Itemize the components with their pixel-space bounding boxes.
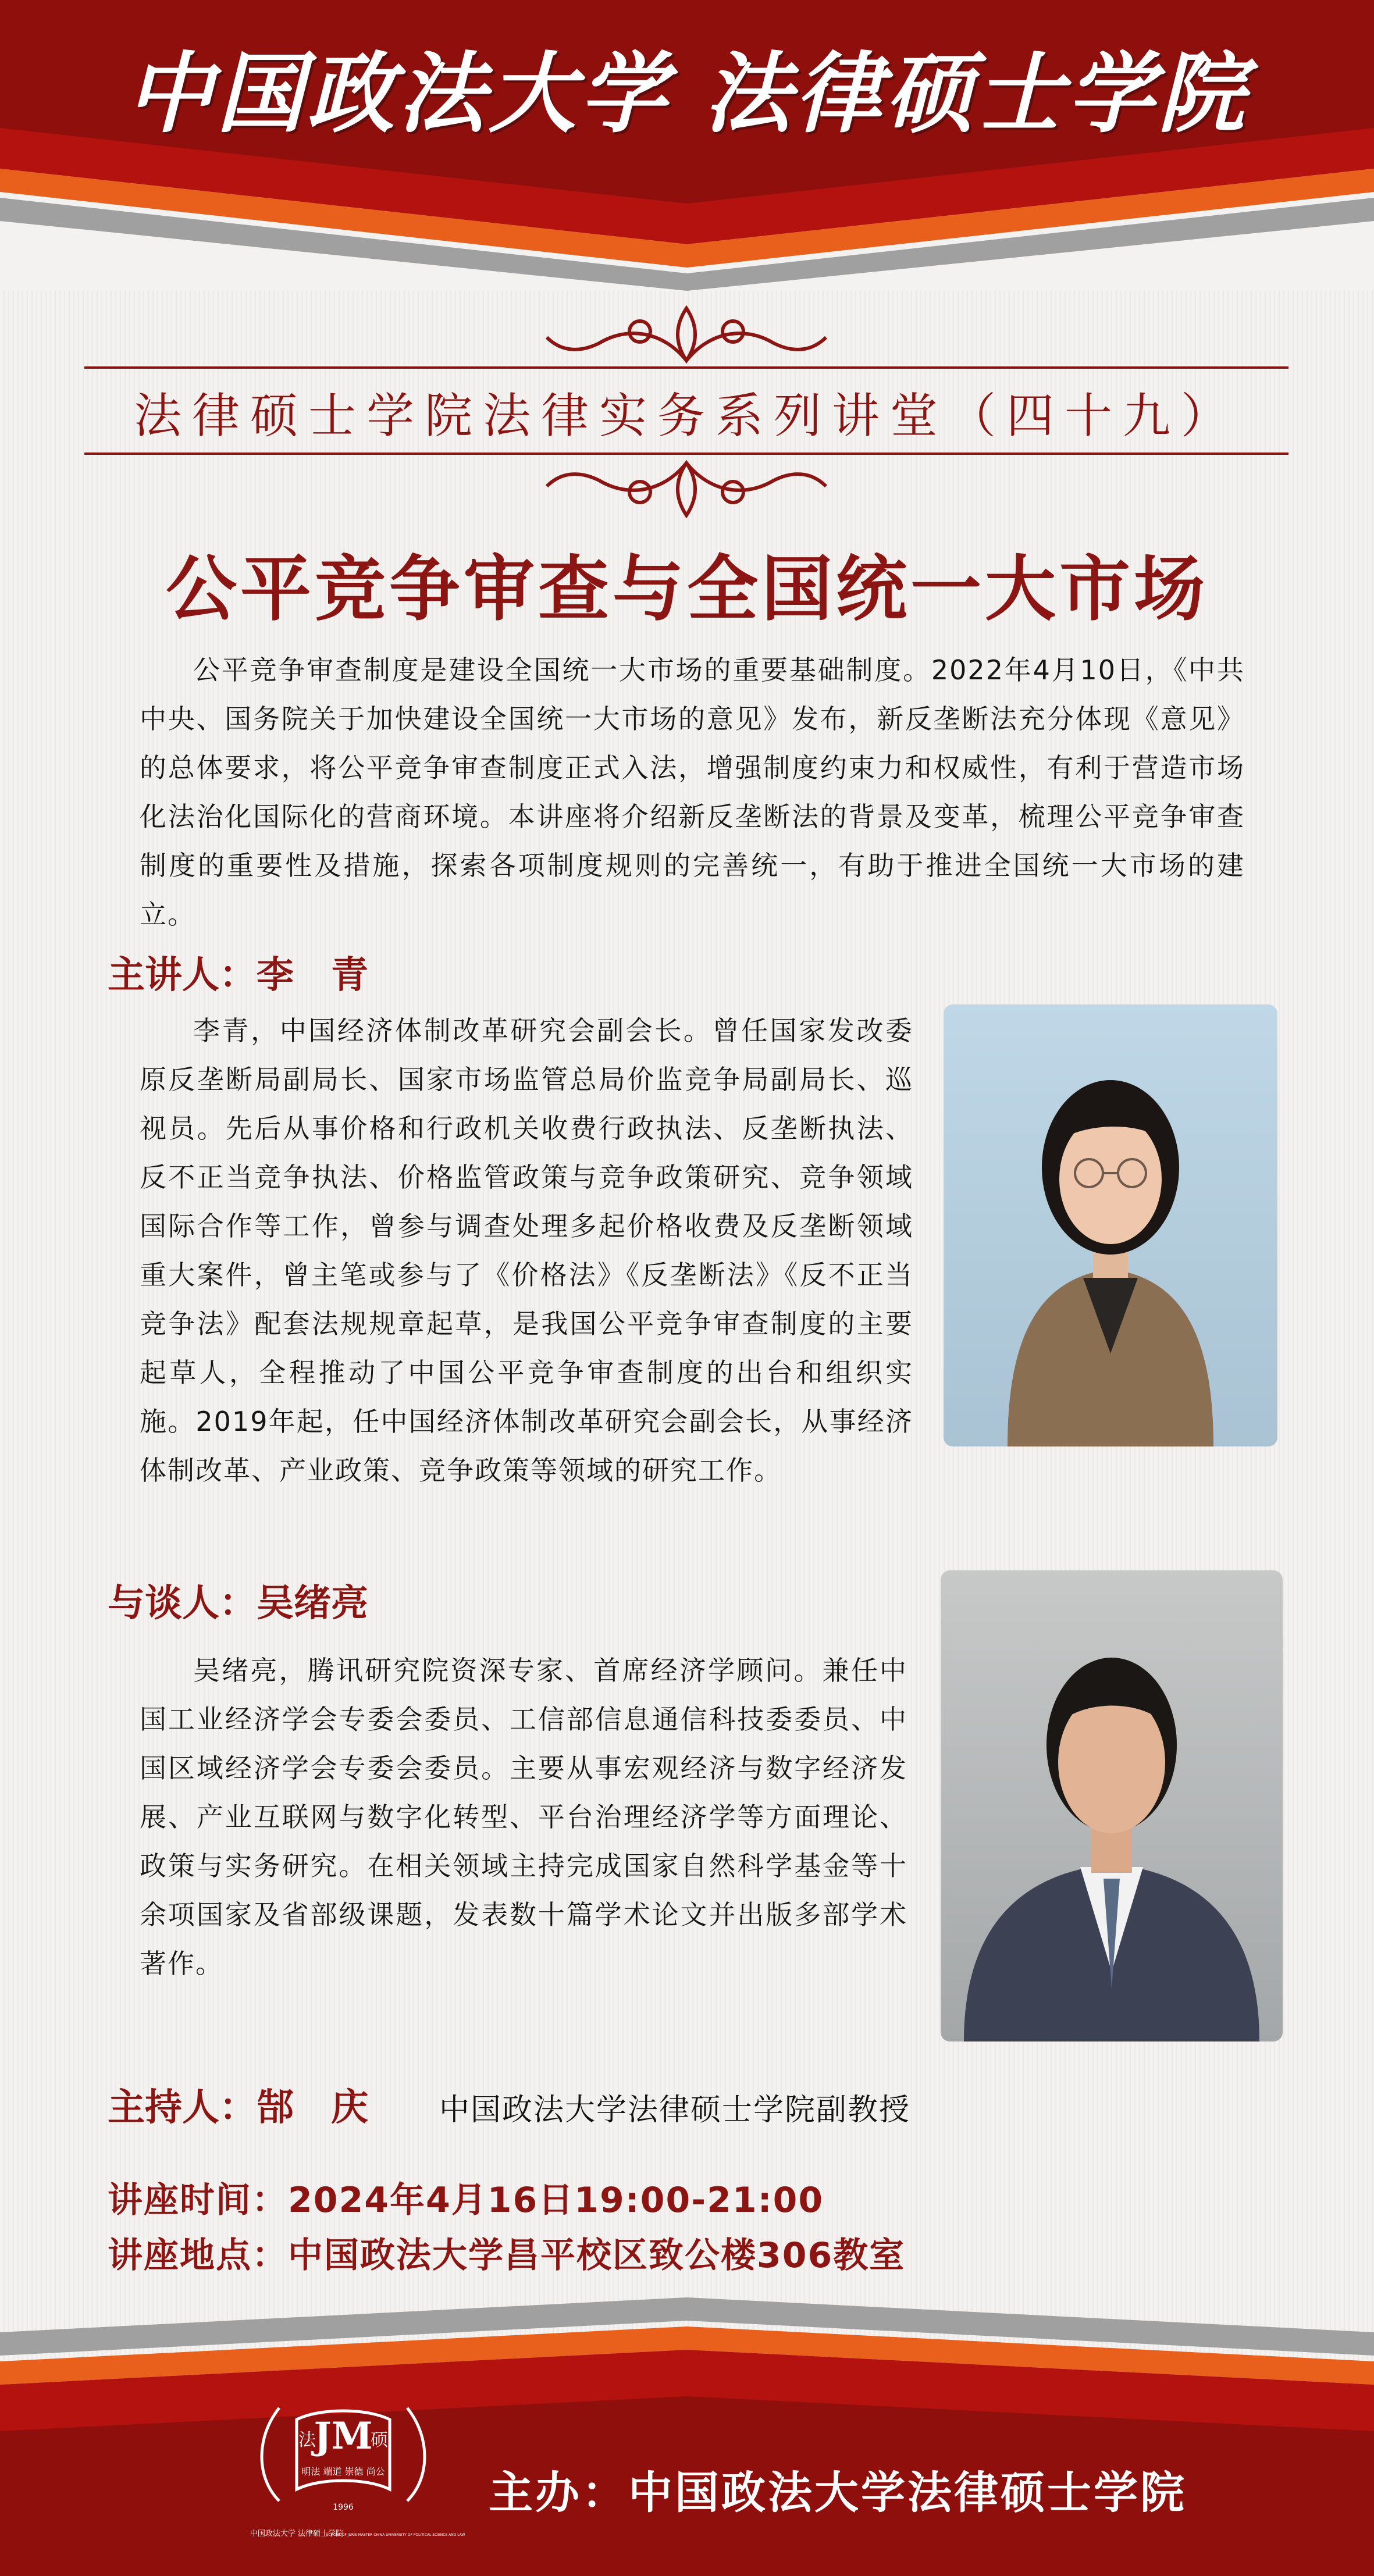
speaker-bio: 李青，中国经济体制改革研究会副会长。曾任国家发改委原反垄断局副局长、国家市场监管总局价监竞争局副局长、巡视员。先后从事价格和行政机关收费行政执法、反垄断执法、反不正当竞争执法、价格监管政策与竞争政策研究、竞争领域国际合作等工作，曾参与调查处理多起价格收费及反垄断领域重大案件，曾主笔或参与了《价格法》《反垄断法》《反不正当竞争法》配套法规规章起草，是我国公平竞争审查制度的主要起草人，全程推动了中国公平竞争审查制度的出台和组织实施。2019年起，任中国经济体制改革研究会副会长，从事经济体制改革、产业政策、竞争政策等领域的研究工作。 [140, 1015, 913, 1486]
logo-left-char: 法 [298, 2430, 316, 2450]
lecture-title: 公平竞争审查与全国统一大市场 [166, 548, 1208, 630]
discussant-label: 与谈人： [108, 1582, 257, 1625]
time-value: 2024年4月16日19:00-21:00 [288, 2180, 824, 2221]
discussant-name: 吴绪亮 [257, 1582, 368, 1625]
logo-en-name: SCHOOL OF JURIS MASTER CHINA UNIVERSITY OF POLITICAL SCIENCE AND LAW [326, 2533, 465, 2537]
school-logo [239, 2373, 465, 2553]
series-rule-top [84, 366, 1288, 369]
discussant-photo [941, 1570, 1283, 2041]
speaker-label: 主讲人： [108, 954, 257, 997]
logo-cn-name: 中国政法大学 法律硕士学院 [250, 2529, 344, 2538]
school-title: 中国政法大学 法律硕士学院 [125, 42, 1249, 145]
discussant-bio: 吴绪亮，腾讯研究院资深专家、首席经济学顾问。兼任中国工业经济学会专委会委员、工信部信息通信科技委委员、中国区域经济学会专委会委员。主要从事宏观经济与数字经济发展、产业互联网与数字化转型、平台治理经济学等方面理论、政策与实务研究。在相关领域主持完成国家自然科学基金等十余项国家及省部级课题，发表数十篇学术论文并出版多部学术著作。 [140, 1655, 907, 1979]
host-heading [108, 2078, 368, 2131]
host-name: 郜 庆 [257, 2086, 368, 2129]
place-label: 讲座地点： [108, 2235, 288, 2276]
ornament-top [524, 297, 849, 366]
discussant-heading [108, 1573, 368, 1627]
speaker-heading [108, 945, 368, 999]
speaker-name: 李 青 [257, 954, 368, 997]
series-title: 法律硕士学院法律实务系列讲堂（四十九） [133, 389, 1239, 444]
logo-year: 1996 [333, 2503, 354, 2512]
host-description: 中国政法大学法律硕士学院副教授 [439, 2093, 911, 2128]
lecture-intro: 公平竞争审查制度是建设全国统一大市场的重要基础制度。2022年4月10日，《中共中央、国务院关于加快建设全国统一大市场的意见》发布，新反垄断法充分体现《意见》的总体要求，将公平竞争审查制度正式入法，增强制度约束力和权威性，有利于营造市场化法治化国际化的营商环境。本讲座将介绍新反垄断法的背景及变革，梳理公平竞争审查制度的重要性及措施，探索各项制度规则的完善统一，有助于推进全国统一大市场的建立。 [140, 654, 1245, 930]
ornament-bottom [524, 457, 849, 527]
lecture-place [108, 2228, 905, 2278]
place-value: 中国政法大学昌平校区致公楼306教室 [288, 2235, 906, 2276]
series-rule-bottom [84, 453, 1288, 455]
time-label: 讲座时间： [108, 2180, 288, 2221]
speaker-photo [944, 1004, 1277, 1446]
footer-band [0, 2297, 1374, 2576]
organizer: 主办：中国政法大学法律硕士学院 [489, 2467, 1187, 2518]
lecture-time [108, 2172, 824, 2222]
logo-center: JM [314, 2414, 373, 2458]
host-label: 主持人： [108, 2086, 257, 2129]
logo-motto: 明法 端道 崇德 尚公 [301, 2466, 385, 2477]
logo-right-char: 硕 [371, 2430, 388, 2450]
